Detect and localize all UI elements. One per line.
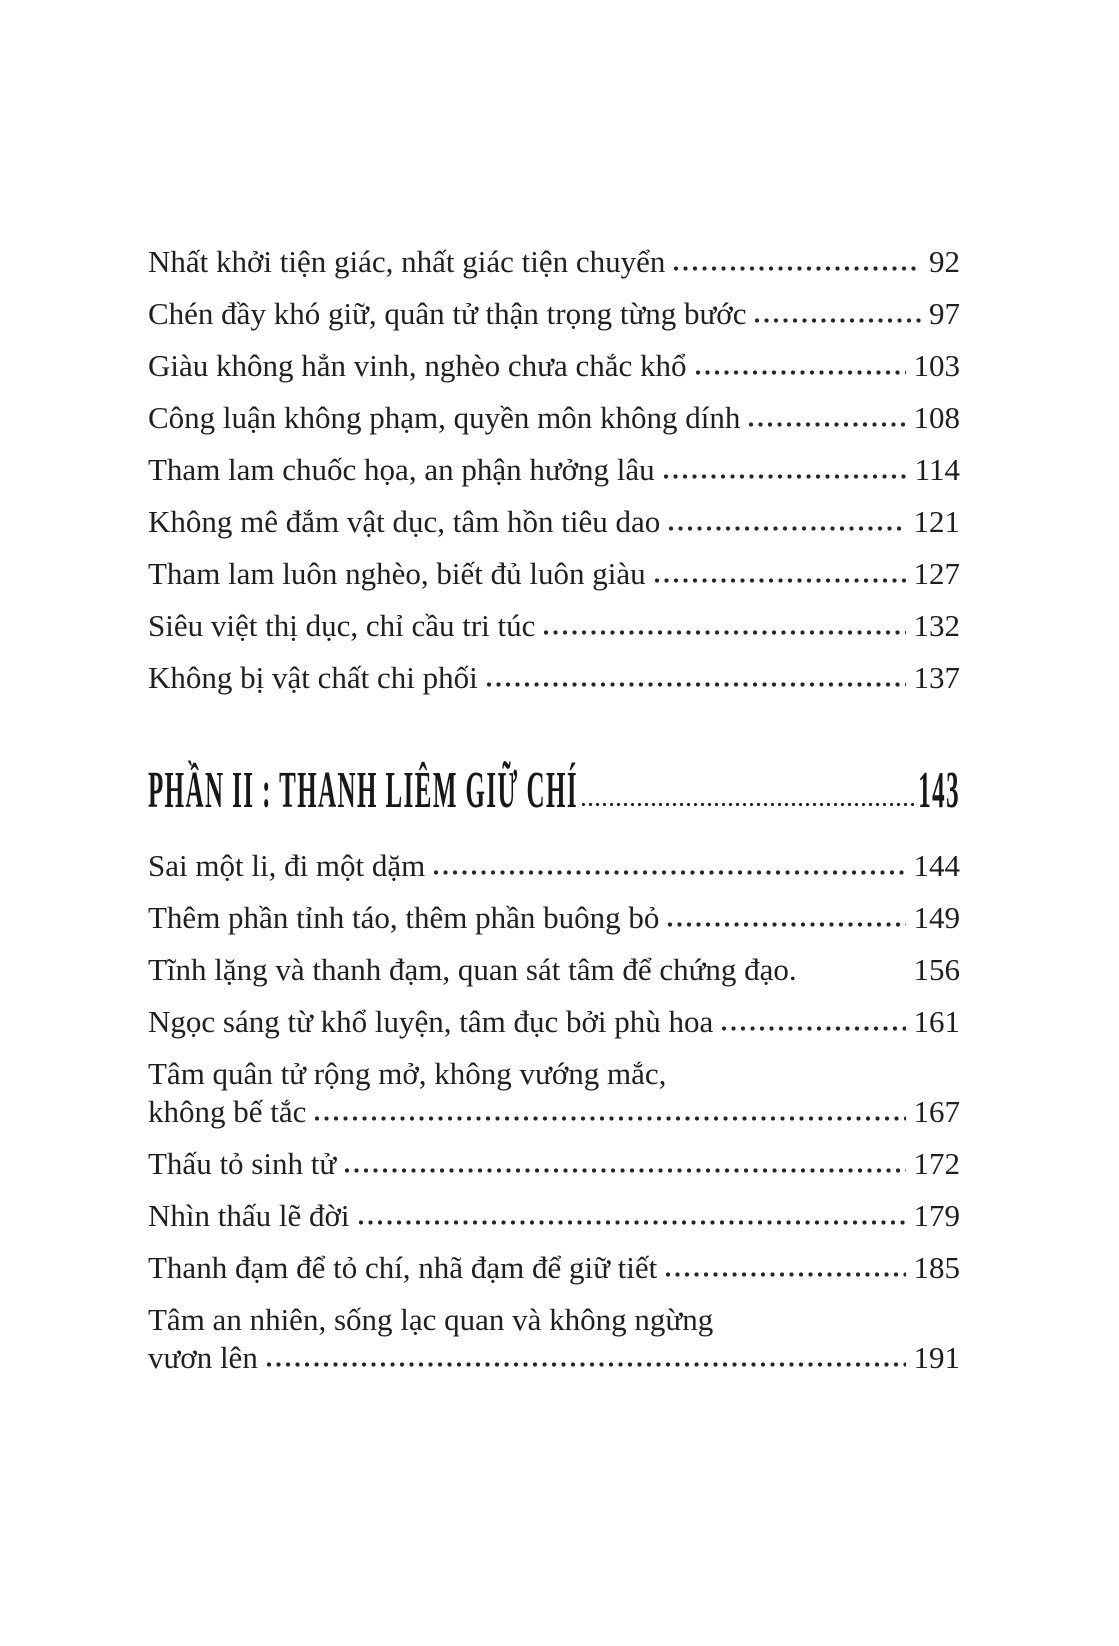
toc-entry-row bbox=[148, 503, 960, 541]
dot-leader bbox=[668, 921, 905, 928]
toc-entry-row bbox=[148, 899, 960, 937]
dot-leader bbox=[755, 317, 921, 324]
toc-entry bbox=[148, 847, 960, 885]
toc-entry-row bbox=[148, 847, 960, 885]
toc-entry bbox=[148, 295, 960, 333]
dot-leader bbox=[359, 1219, 906, 1226]
toc-entry-title: Chén đầy khó giữ, quân tử thận trọng từng bước bbox=[148, 296, 747, 331]
toc-entry-page-number: 144 bbox=[913, 848, 960, 883]
toc-entry-title: không bế tắc bbox=[148, 1094, 307, 1129]
toc-entry-page-number: 179 bbox=[913, 1198, 960, 1233]
toc-entry bbox=[148, 451, 960, 489]
toc-section-1-entries bbox=[148, 243, 960, 697]
dot-leader bbox=[487, 681, 906, 688]
toc-entry-page-number: 156 bbox=[913, 952, 960, 987]
toc-entry-row bbox=[148, 399, 960, 437]
dot-leader bbox=[749, 421, 905, 428]
toc-entry-title: Siêu việt thị dục, chỉ cầu tri túc bbox=[148, 608, 536, 643]
toc-entry-title: Công luận không phạm, quyền môn không dính bbox=[148, 400, 741, 435]
toc-entry-row bbox=[148, 555, 960, 593]
toc-entry bbox=[148, 243, 960, 281]
dot-leader bbox=[722, 1025, 905, 1032]
heading-dot-leader bbox=[582, 802, 916, 807]
toc-entry-title: Thấu tỏ sinh tử bbox=[148, 1146, 337, 1181]
toc-entry-page-number: 97 bbox=[929, 296, 960, 331]
toc-entry-page-number: 172 bbox=[913, 1146, 960, 1181]
toc-entry bbox=[148, 1197, 960, 1235]
toc-entry-title: Tĩnh lặng và thanh đạm, quan sát tâm để chứng đạo. bbox=[148, 952, 797, 987]
toc-section-2-heading bbox=[148, 763, 960, 819]
dot-leader bbox=[434, 869, 905, 876]
toc-entry-page-number: 167 bbox=[913, 1094, 960, 1129]
toc-entry-title: Tham lam luôn nghèo, biết đủ luôn giàu bbox=[148, 556, 646, 591]
toc-entry bbox=[148, 399, 960, 437]
toc-entry-title: Thanh đạm để tỏ chí, nhã đạm để giữ tiết bbox=[148, 1250, 658, 1285]
toc-entry-page-number: 92 bbox=[929, 244, 960, 279]
toc-entry bbox=[148, 1301, 960, 1377]
toc-entry bbox=[148, 1145, 960, 1183]
toc-entry-title: Ngọc sáng từ khổ luyện, tâm đục bởi phù hoa bbox=[148, 1004, 714, 1039]
dot-leader bbox=[806, 973, 906, 980]
toc-entry-row bbox=[148, 243, 960, 281]
dot-leader bbox=[655, 577, 906, 584]
toc-entry-page-number: 108 bbox=[913, 400, 960, 435]
toc-entry-title: Sai một li, đi một dặm bbox=[148, 848, 426, 883]
toc-entry-title: Không bị vật chất chi phối bbox=[148, 660, 478, 695]
toc-entry-title: Giàu không hẳn vinh, nghèo chưa chắc khổ bbox=[148, 348, 687, 383]
toc-entry bbox=[148, 659, 960, 697]
section-heading-page-number: 143 bbox=[918, 762, 960, 819]
dot-leader bbox=[696, 369, 906, 376]
toc-entry-title: Tham lam chuốc họa, an phận hưởng lâu bbox=[148, 452, 655, 487]
dot-leader bbox=[315, 1115, 905, 1122]
toc-entry bbox=[148, 951, 960, 989]
toc-entry-row bbox=[148, 295, 960, 333]
toc-entry-title: Không mê đắm vật dục, tâm hồn tiêu dao bbox=[148, 504, 661, 539]
toc-entry-row bbox=[148, 1249, 960, 1287]
toc-entry-title-wrapped: Tâm quân tử rộng mở, không vướng mắc, bbox=[148, 1056, 667, 1091]
toc-entry-row bbox=[148, 347, 960, 385]
toc-entry-title-wrapped: Tâm an nhiên, sống lạc quan và không ngừng bbox=[148, 1302, 714, 1337]
toc-entry-title: vươn lên bbox=[148, 1340, 258, 1375]
toc-entry bbox=[148, 1055, 960, 1131]
toc-entry bbox=[148, 899, 960, 937]
toc-entry-row bbox=[148, 1145, 960, 1183]
toc-entry-row bbox=[148, 1003, 960, 1041]
dot-leader bbox=[345, 1167, 905, 1174]
toc-entry-page-number: 161 bbox=[913, 1004, 960, 1039]
dot-leader bbox=[669, 525, 905, 532]
toc-entry-page-number: 191 bbox=[913, 1340, 960, 1375]
toc-entry-title: Thêm phần tỉnh táo, thêm phần buông bỏ bbox=[148, 900, 660, 935]
dot-leader bbox=[666, 1271, 905, 1278]
toc-entry-page-number: 121 bbox=[913, 504, 960, 539]
toc-entry-row bbox=[148, 659, 960, 697]
toc-entry-page-number: 114 bbox=[914, 452, 960, 487]
toc-entry-page-number: 149 bbox=[913, 900, 960, 935]
section-heading-label: PHẦN II : THANH LIÊM GIỮ CHÍ bbox=[148, 762, 579, 819]
toc-entry-page-number: 137 bbox=[913, 660, 960, 695]
toc-entry-page-number: 132 bbox=[913, 608, 960, 643]
toc-entry-title: Nhìn thấu lẽ đời bbox=[148, 1198, 350, 1233]
toc-entry bbox=[148, 503, 960, 541]
toc-entry-row bbox=[148, 1093, 960, 1131]
toc-entry-row bbox=[148, 1197, 960, 1235]
toc-entry-title-line1 bbox=[148, 1301, 960, 1339]
dot-leader bbox=[664, 473, 907, 480]
toc-entry bbox=[148, 555, 960, 593]
toc-entry bbox=[148, 1003, 960, 1041]
toc-section-2-entries bbox=[148, 847, 960, 1377]
toc-entry bbox=[148, 1249, 960, 1287]
toc-entry-title: Nhất khởi tiện giác, nhất giác tiện chuyển bbox=[148, 244, 666, 279]
toc-entry bbox=[148, 607, 960, 645]
dot-leader bbox=[544, 629, 905, 636]
toc-entry-row bbox=[148, 1339, 960, 1377]
toc-entry-row bbox=[148, 607, 960, 645]
toc-entry-page-number: 103 bbox=[913, 348, 960, 383]
toc-entry-row bbox=[148, 451, 960, 489]
table-of-contents bbox=[148, 243, 960, 1391]
toc-entry-row bbox=[148, 951, 960, 989]
toc-entry-page-number: 127 bbox=[913, 556, 960, 591]
toc-entry-title-line1 bbox=[148, 1055, 960, 1093]
dot-leader bbox=[267, 1361, 906, 1368]
toc-entry bbox=[148, 347, 960, 385]
dot-leader bbox=[674, 265, 921, 272]
toc-entry-page-number: 185 bbox=[913, 1250, 960, 1285]
